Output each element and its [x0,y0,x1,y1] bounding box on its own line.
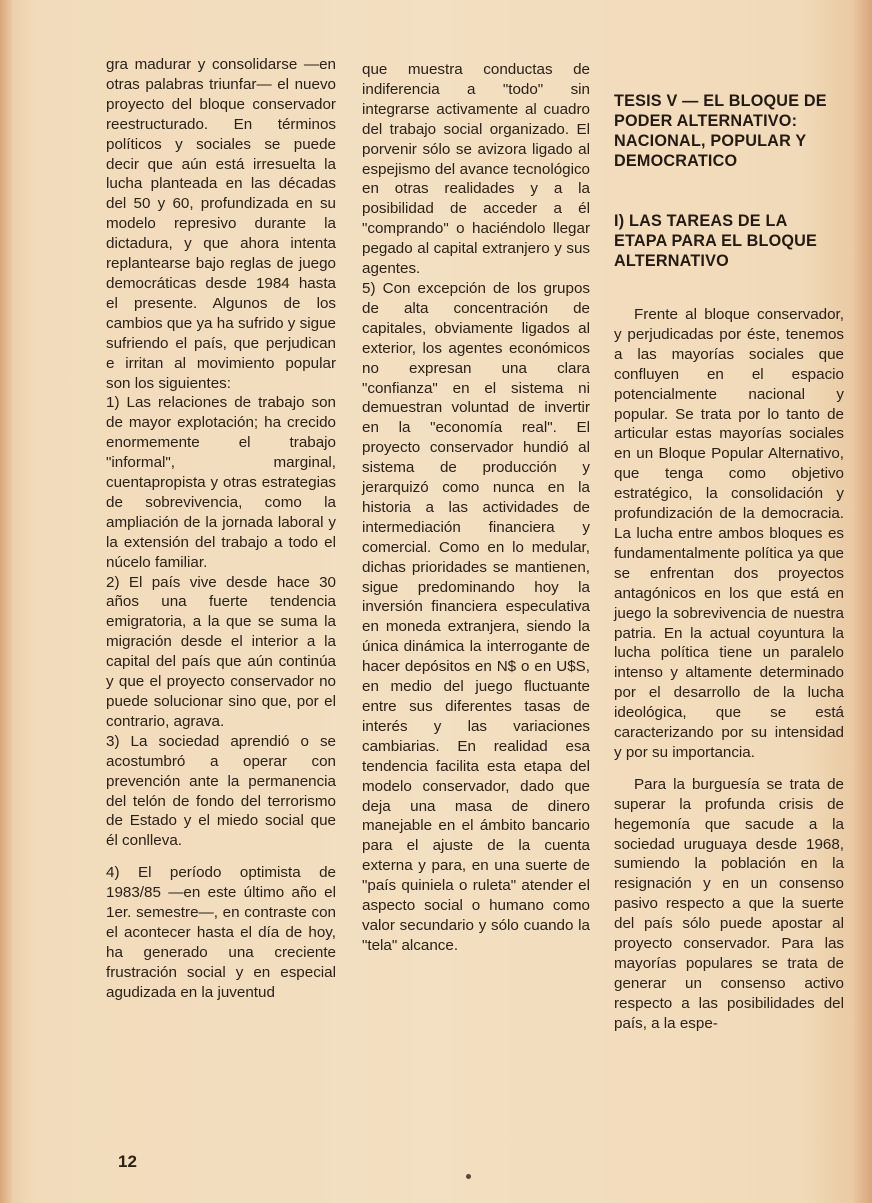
text-column-right [614,305,844,1034]
text-column-middle [362,60,590,956]
list-item-3: 3) La sociedad aprendió o se acostumbró a operar con prevención ante la permanencia del telón de fondo del terrorismo de Estado y el miedo social que él conlleva. [106,732,336,850]
ink-dot [466,1174,471,1179]
paragraph-continuation: que muestra conductas de indiferencia a "todo" sin integrarse activamente al cuadro del trabajo social organizado. El porvenir sólo se avizora ligado al espejismo del avance tecnológico en otras realidades y a la posibilidad de acceder a él "comprando" o haciéndolo llegar pegado al capital extranjero y sus agentes. [362,61,590,278]
page-right-edge [854,0,872,1203]
list-item-2: 2) El país vive desde hace 30 años una fuerte tendencia emigratoria, a la que se suma la migración desde el interior a la capital del país que aún continúa y que el proyecto conservador no puede solucionar sino que, por el contrario, agrava. [106,573,336,730]
paragraph-burguesia: Para la burguesía se trata de superar la profunda crisis de hegemonía que sacude a la sociedad uruguaya desde 1968, sumiendo la población en la resignación y en un consenso pasivo respecto a que la suerte del país sólo puede apostar al proyecto conservador. Para las mayorías populares se trata de generar un consenso activo respecto a las posibilidades del país, a la espe- [614,775,844,1032]
subsection-heading-tareas: I) LAS TAREAS DE LA ETAPA PARA EL BLOQUE ALTERNATIVO [614,212,818,270]
list-item-1: 1) Las relaciones de trabajo son de mayor explotación; ha crecido enormemente el trabajo "informal", marginal, cuentapropista y otras estrategias de sobrevivencia, como la ampliación de la jornada laboral y la extensión del trabajo a todo el núcelo familiar. [106,394,336,571]
page-number: 12 [118,1152,137,1171]
list-item-4: 4) El período optimista de 1983/85 —en este último año el 1er. semestre—, en contraste con el acontecer hasta el día de hoy, ha generado una creciente frustración social y en especial agudizada en la juventud [106,864,336,1001]
text-column-left [106,55,336,1003]
section-heading-tesis: TESIS V — EL BLOQUE DE PODER ALTERNATIVO: NACIONAL, POPULAR Y DEMOCRATICO [614,92,827,170]
paragraph-bloque: Frente al bloque conservador, y perjudicadas por éste, tenemos a las mayorías sociales que confluyen en el espacio potencialmente nacional y popular. Se trata por lo tanto de articular estas mayorías sociales en un Bloque Popular Alternativo, que tenga como objetivo estratégico, la consolidación y profundización de la democracia. La lucha entre ambos bloques es fundamentalmente política ya que se enfrentan dos proyectos antagónicos en los que está en juego la sobrevivencia de nuestra patria. En la actual coyuntura la lucha política tiene un paralelo intenso y altamente determinado por el desarrollo de la lucha ideológica, que se está caracterizando por su intensidad y por su importancia. [614,306,844,761]
list-item-5: 5) Con excepción de los grupos de alta concentración de capitales, obviamente ligados al exterior, los agentes económicos no expresan una clara "confianza" en el sistema ni demuestran voluntad de invertir en la "economía real". El proyecto conservador hundió al sistema de producción y jerarquizó como nunca en la historia a las actividades de intermediación financiera y comercial. Como en lo medular, dichas prioridades se mantienen, sigue predominando hoy la inversión financiera especulativa en moneda extranjera, siendo la única dinámica la interrogante de hacer depósitos en N$ o en U$S, en medio del juego fluctuante entre sus diferentes tasas de interés y las variaciones cambiarias. En realidad esa tendencia facilita esta etapa del modelo conservador, dado que deja una masa de dinero manejable en el ámbito bancario para el ajuste de la cuenta externa y para, en una suerte de "país quiniela o ruleta" atender el aspecto social o humano como valor secundario y sólo cuando la "tela" alcance. [362,279,590,954]
paragraph-intro: gra madurar y consolidarse —en otras palabras triunfar— el nuevo proyecto del bloque conservador reestructurado. En términos políticos y sociales se puede decir que aún está irresuelta la lucha planteada en las décadas del 50 y 60, profundizada en su modelo represivo durante la dictadura, y que ahora intenta replantearse bajo reglas de juego democráticas desde 1984 hasta el presente. Algunos de los cambios que ya ha sufrido y sigue sufriendo el país, que perjudican e irritan al movimiento popular son los siguientes: [106,56,336,392]
page-left-edge [0,0,12,1203]
